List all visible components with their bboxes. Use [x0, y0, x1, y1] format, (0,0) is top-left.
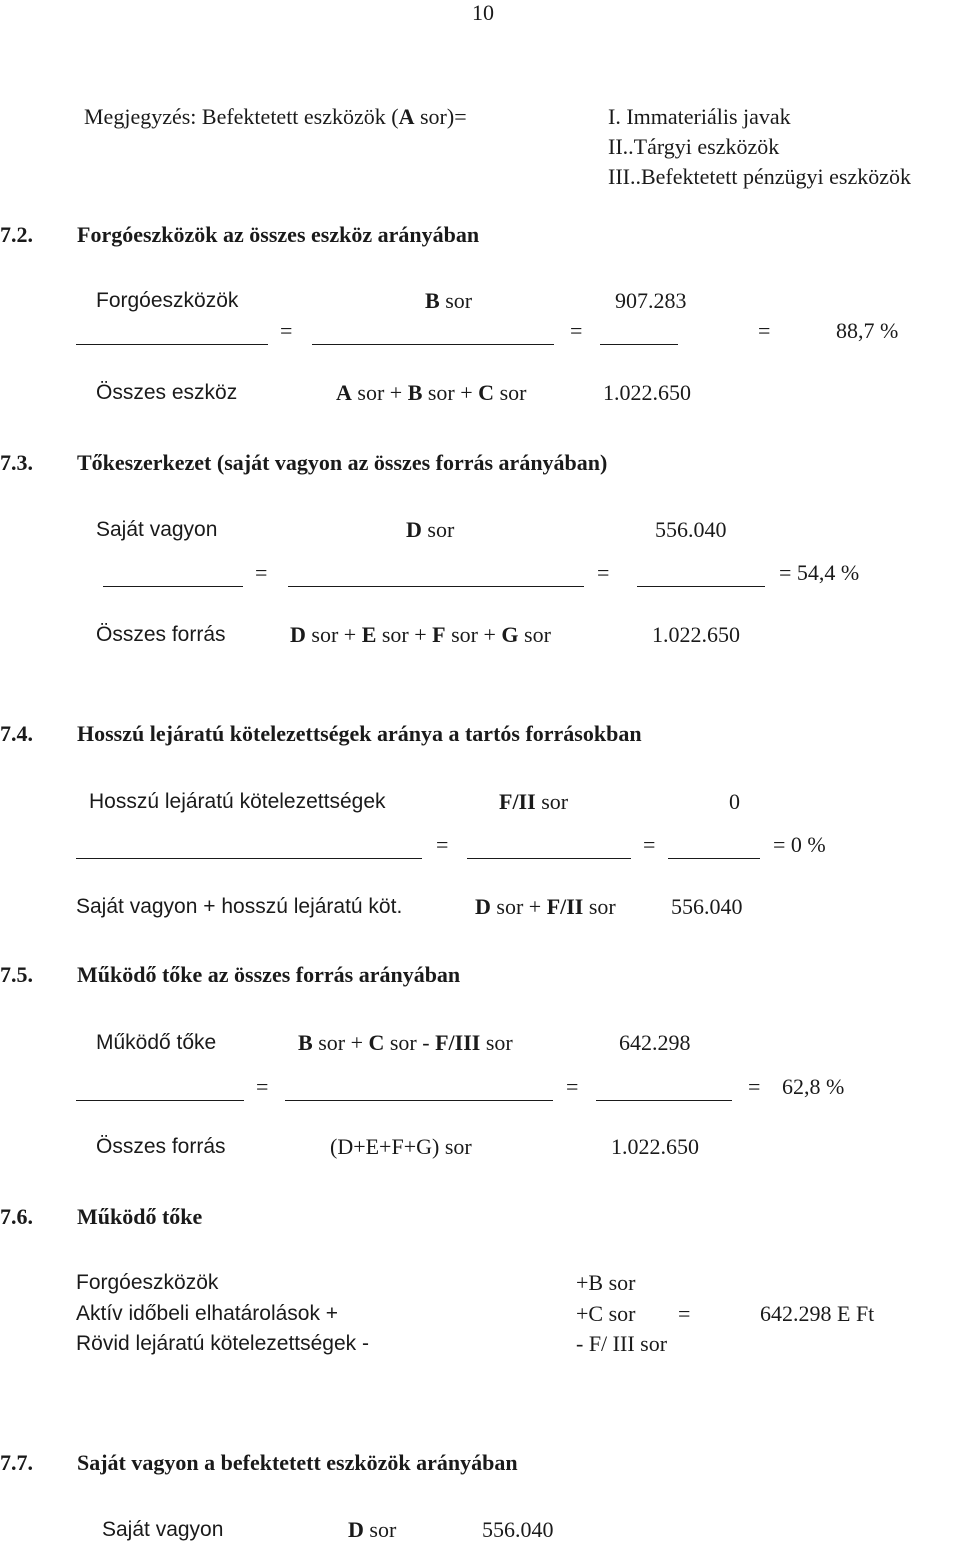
s75-fraction-line-1	[76, 1100, 244, 1101]
s75-equals-3: =	[748, 1074, 761, 1099]
section-7-4-number: 7.4.	[0, 721, 33, 746]
section-7-3-title: Tőkeszerkezet (saját vagyon az összes forrás arányában)	[77, 450, 608, 475]
s76-result: 642.298 E Ft	[760, 1301, 875, 1326]
s72-numerator-value: 907.283	[615, 288, 687, 313]
s73-denominator-formula: D sor + E sor + F sor + G sor	[290, 622, 551, 647]
s72-fraction-line-1	[76, 344, 268, 345]
s74-numerator-formula: F/II sor	[499, 789, 569, 814]
s75-result: 62,8 %	[782, 1074, 845, 1099]
s72-denominator-value: 1.022.650	[603, 380, 691, 405]
page-number: 10	[472, 0, 494, 25]
s73-numerator-label: Saját vagyon	[96, 518, 218, 541]
section-7-5-number: 7.5.	[0, 962, 33, 987]
s76-equals: =	[678, 1301, 691, 1326]
s73-numerator-value: 556.040	[655, 517, 727, 542]
section-7-7-title: Saját vagyon a befektetett eszközök arányában	[77, 1450, 518, 1475]
s74-equals-2: =	[643, 832, 656, 857]
s74-numerator-value: 0	[729, 789, 740, 814]
s74-denominator-value: 556.040	[671, 894, 743, 919]
s75-numerator-value: 642.298	[619, 1030, 691, 1055]
note-item-1: I. Immateriális javak	[608, 104, 791, 129]
s75-numerator-label: Működő tőke	[96, 1031, 217, 1054]
section-7-4-title: Hosszú lejáratú kötelezettségek aránya a tartós forrásokban	[77, 721, 642, 746]
s73-numerator-formula: D sor	[406, 517, 455, 542]
s76-row2-ref: +C sor	[576, 1301, 636, 1326]
s72-fraction-line-2	[312, 344, 554, 345]
s76-row2-label: Aktív időbeli elhatárolások +	[76, 1302, 339, 1325]
s72-equals-2: =	[570, 318, 583, 343]
s73-equals-2: =	[597, 560, 610, 585]
s73-denominator-value: 1.022.650	[652, 622, 740, 647]
s72-numerator-formula: B sor	[425, 288, 473, 313]
s73-result: = 54,4 %	[779, 560, 860, 585]
s77-numerator-label: Saját vagyon	[102, 1518, 224, 1541]
s74-equals-1: =	[436, 832, 449, 857]
s75-fraction-line-3	[596, 1100, 732, 1101]
section-7-2-title: Forgóeszközök az összes eszköz arányában	[77, 222, 480, 247]
s75-equals-2: =	[566, 1074, 579, 1099]
s72-denominator-label: Összes eszköz	[96, 381, 238, 404]
s73-fraction-line-1	[103, 586, 243, 587]
section-7-5-title: Működő tőke az összes forrás arányában	[77, 962, 461, 987]
s75-denominator-value: 1.022.650	[611, 1134, 699, 1159]
s72-fraction-line-3	[600, 344, 678, 345]
section-7-6-title: Működő tőke	[77, 1204, 203, 1229]
s73-fraction-line-2	[288, 586, 584, 587]
s72-equals-1: =	[280, 318, 293, 343]
s72-result: 88,7 %	[836, 318, 899, 343]
s75-fraction-line-2	[285, 1100, 553, 1101]
s74-fraction-line-1	[76, 858, 422, 859]
s74-fraction-line-2	[467, 858, 631, 859]
section-7-7-number: 7.7.	[0, 1450, 33, 1475]
section-7-6-number: 7.6.	[0, 1204, 33, 1229]
s75-denominator-label: Összes forrás	[96, 1135, 226, 1158]
s73-fraction-line-3	[637, 586, 765, 587]
note-label: Megjegyzés: Befektetett eszközök (A sor)=	[84, 104, 467, 129]
s72-denominator-formula: A sor + B sor + C sor	[336, 380, 527, 405]
s76-row3-label: Rövid lejáratú kötelezettségek -	[76, 1332, 369, 1355]
s77-numerator-formula: D sor	[348, 1517, 397, 1542]
s76-row3-ref: - F/ III sor	[576, 1331, 668, 1356]
s76-row1-label: Forgóeszközök	[76, 1271, 219, 1294]
section-7-3-number: 7.3.	[0, 450, 33, 475]
s73-equals-1: =	[255, 560, 268, 585]
s74-result: = 0 %	[773, 832, 826, 857]
section-7-2-number: 7.2.	[0, 222, 33, 247]
s74-denominator-formula: D sor + F/II sor	[475, 894, 616, 919]
note-item-2: II..Tárgyi eszközök	[608, 134, 780, 159]
s74-denominator-label: Saját vagyon + hosszú lejáratú köt.	[76, 895, 403, 918]
s75-numerator-formula: B sor + C sor - F/III sor	[298, 1030, 513, 1055]
s75-equals-1: =	[256, 1074, 269, 1099]
s74-numerator-label: Hosszú lejáratú kötelezettségek	[89, 790, 386, 813]
note-item-3: III..Befektetett pénzügyi eszközök	[608, 164, 911, 189]
s72-numerator-label: Forgóeszközök	[96, 289, 239, 312]
s76-row1-ref: +B sor	[576, 1270, 636, 1295]
s74-fraction-line-3	[668, 858, 760, 859]
s77-numerator-value: 556.040	[482, 1517, 554, 1542]
s73-denominator-label: Összes forrás	[96, 623, 226, 646]
s75-denominator-formula: (D+E+F+G) sor	[330, 1134, 472, 1159]
s72-equals-3: =	[758, 318, 771, 343]
